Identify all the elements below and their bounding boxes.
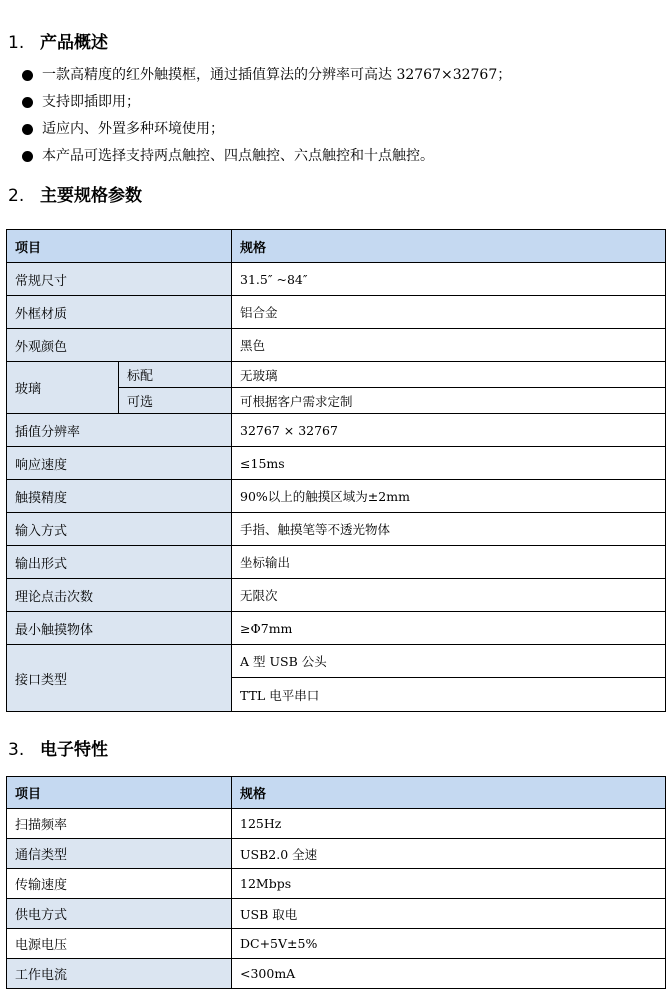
row-value: 坐标输出 <box>232 546 666 579</box>
row-value: 黑色 <box>232 329 666 362</box>
table-row <box>7 480 666 513</box>
row-label: 电源电压 <box>7 929 232 959</box>
row-label: 工作电流 <box>7 959 232 989</box>
section-title: 主要规格参数 <box>40 186 142 206</box>
row-value: 90%以上的触摸区域为±2mm <box>232 480 666 513</box>
table-row <box>7 869 666 899</box>
row-label: 常规尺寸 <box>7 263 232 296</box>
table-row <box>7 899 666 929</box>
table-header-row <box>7 230 666 263</box>
table-row <box>7 414 666 447</box>
table-row <box>7 645 666 678</box>
table-row <box>7 263 666 296</box>
row-label: 接口类型 <box>7 645 232 712</box>
row-value: USB 取电 <box>232 899 666 929</box>
row-label: 外观颜色 <box>7 329 232 362</box>
column-header-item: 项目 <box>7 230 232 263</box>
list-item: 一款高精度的红外触摸框，通过插值算法的分辨率可高达 32767×32767； <box>20 62 511 89</box>
overview-list <box>20 62 511 170</box>
column-header-spec: 规格 <box>232 230 666 263</box>
table-row <box>7 329 666 362</box>
row-label: 输出形式 <box>7 546 232 579</box>
row-value: DC+5V±5% <box>232 929 666 959</box>
table-row <box>7 612 666 645</box>
row-value: 12Mbps <box>232 869 666 899</box>
row-value: TTL 电平串口 <box>232 678 666 712</box>
column-header-item: 项目 <box>7 777 232 809</box>
row-label: 外框材质 <box>7 296 232 329</box>
row-label: 理论点击次数 <box>7 579 232 612</box>
row-value: A 型 USB 公头 <box>232 645 666 678</box>
table-row <box>7 959 666 989</box>
table-row <box>7 579 666 612</box>
section-title: 电子特性 <box>40 740 108 760</box>
table-row <box>7 296 666 329</box>
row-label: 玻璃 <box>7 362 119 414</box>
row-value: <300mA <box>232 959 666 989</box>
row-value: 125Hz <box>232 809 666 839</box>
list-item: 本产品可选择支持两点触控、四点触控、六点触控和十点触控。 <box>20 143 511 170</box>
row-label: 插值分辨率 <box>7 414 232 447</box>
row-value: 可根据客户需求定制 <box>232 388 666 414</box>
table-header-row <box>7 777 666 809</box>
row-value: 手指、触摸笔等不透光物体 <box>232 513 666 546</box>
row-label: 最小触摸物体 <box>7 612 232 645</box>
electrical-table <box>6 776 666 989</box>
row-sublabel: 可选 <box>119 388 232 414</box>
section-heading-specs <box>8 181 142 206</box>
list-item: 支持即插即用； <box>20 89 511 116</box>
row-label: 扫描频率 <box>7 809 232 839</box>
table-row <box>7 839 666 869</box>
section-heading-overview <box>8 28 108 53</box>
list-item: 适应内、外置多种环境使用； <box>20 116 511 143</box>
row-value: 无限次 <box>232 579 666 612</box>
row-sublabel: 标配 <box>119 362 232 388</box>
row-label: 通信类型 <box>7 839 232 869</box>
row-value: 32767 × 32767 <box>232 414 666 447</box>
row-value: USB2.0 全速 <box>232 839 666 869</box>
row-value: 铝合金 <box>232 296 666 329</box>
section-number: 1. <box>8 33 25 53</box>
row-value: ≥Φ7mm <box>232 612 666 645</box>
row-value: ≤15ms <box>232 447 666 480</box>
table-row <box>7 809 666 839</box>
row-label: 输入方式 <box>7 513 232 546</box>
section-number: 3. <box>8 740 25 760</box>
table-row <box>7 362 666 388</box>
spec-table <box>6 229 666 712</box>
table-row <box>7 447 666 480</box>
section-title: 产品概述 <box>40 33 108 53</box>
section-heading-electrical <box>8 735 108 760</box>
section-number: 2. <box>8 186 25 206</box>
row-label: 触摸精度 <box>7 480 232 513</box>
row-value: 31.5″ ~84″ <box>232 263 666 296</box>
row-value: 无玻璃 <box>232 362 666 388</box>
row-label: 供电方式 <box>7 899 232 929</box>
table-row <box>7 513 666 546</box>
row-label: 响应速度 <box>7 447 232 480</box>
row-label: 传输速度 <box>7 869 232 899</box>
table-row <box>7 546 666 579</box>
table-row <box>7 929 666 959</box>
column-header-spec: 规格 <box>232 777 666 809</box>
